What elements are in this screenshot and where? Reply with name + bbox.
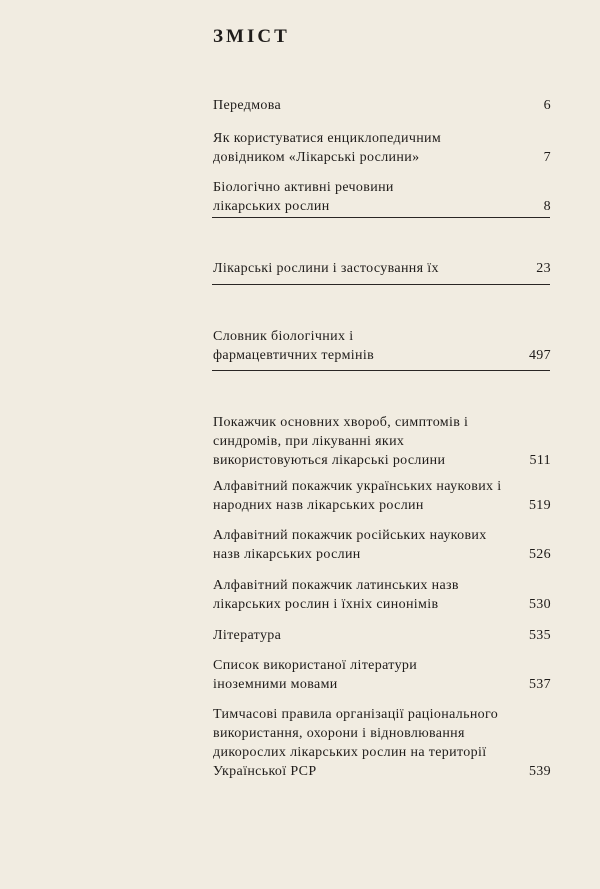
toc-entry-page: 537 xyxy=(528,677,551,692)
toc-entry-title: Передмова xyxy=(213,98,282,113)
section-divider xyxy=(212,217,550,218)
toc-entry-page: 530 xyxy=(528,597,551,612)
toc-entry[interactable] xyxy=(213,705,553,781)
toc-entry-page: 526 xyxy=(528,547,551,562)
toc-entry-page: 7 xyxy=(543,150,551,165)
toc-entry-title: Література xyxy=(213,628,282,643)
toc-entry-title: Лікарські рослини і застосування їх xyxy=(213,261,439,276)
toc-entry-title: Тимчасові правила організації раціонального використання, охорони і відновлювання дикорослих лікарських рослин на території Української РСР xyxy=(213,707,499,779)
toc-entry[interactable] xyxy=(213,626,553,645)
toc-entry[interactable] xyxy=(213,413,553,470)
toc-entry[interactable] xyxy=(213,327,553,365)
toc-entry-page: 511 xyxy=(529,453,551,468)
toc-entry-title: Словник біологічних і фармацевтичних термінів xyxy=(213,329,375,363)
toc-entry[interactable] xyxy=(213,259,553,278)
section-divider xyxy=(212,284,550,285)
section-divider xyxy=(212,370,550,371)
toc-entry-title: Біологічно активні речовини лікарських рослин xyxy=(213,180,394,214)
toc-entry-page: 8 xyxy=(543,199,551,214)
toc-entry[interactable] xyxy=(213,576,553,614)
toc-entry[interactable] xyxy=(213,129,553,167)
toc-entry-page: 519 xyxy=(528,498,551,513)
toc-entry-page: 23 xyxy=(536,261,551,276)
toc-entry[interactable] xyxy=(213,178,553,216)
toc-entry-page: 535 xyxy=(528,628,551,643)
toc-entry-page: 6 xyxy=(543,98,551,113)
toc-entry-title: Як користуватися енциклопедичним довідником «Лікарські рослини» xyxy=(213,131,442,165)
page-title: ЗМІСТ xyxy=(213,26,290,47)
toc-entry-page: 497 xyxy=(528,348,551,363)
toc-entry[interactable] xyxy=(213,656,553,694)
toc-entry[interactable] xyxy=(213,96,553,115)
toc-entry-title: Алфавітний покажчик українських наукових і народних назв лікарських рослин xyxy=(213,479,502,513)
toc-entry-title: Алфавітний покажчик російських наукових назв лікарських рослин xyxy=(213,528,487,562)
toc-entry-page: 539 xyxy=(528,764,551,779)
toc-entry-title: Список використаної літератури іноземними мовами xyxy=(213,658,418,692)
toc-entry[interactable] xyxy=(213,477,553,515)
toc-entry-title: Алфавітний покажчик латинських назв лікарських рослин і їхніх синонімів xyxy=(213,578,459,612)
toc-entry[interactable] xyxy=(213,526,553,564)
toc-entry-title: Покажчик основних хвороб, симптомів і синдромів, при лікуванні яких використовуються лікарські рослини xyxy=(213,415,469,468)
